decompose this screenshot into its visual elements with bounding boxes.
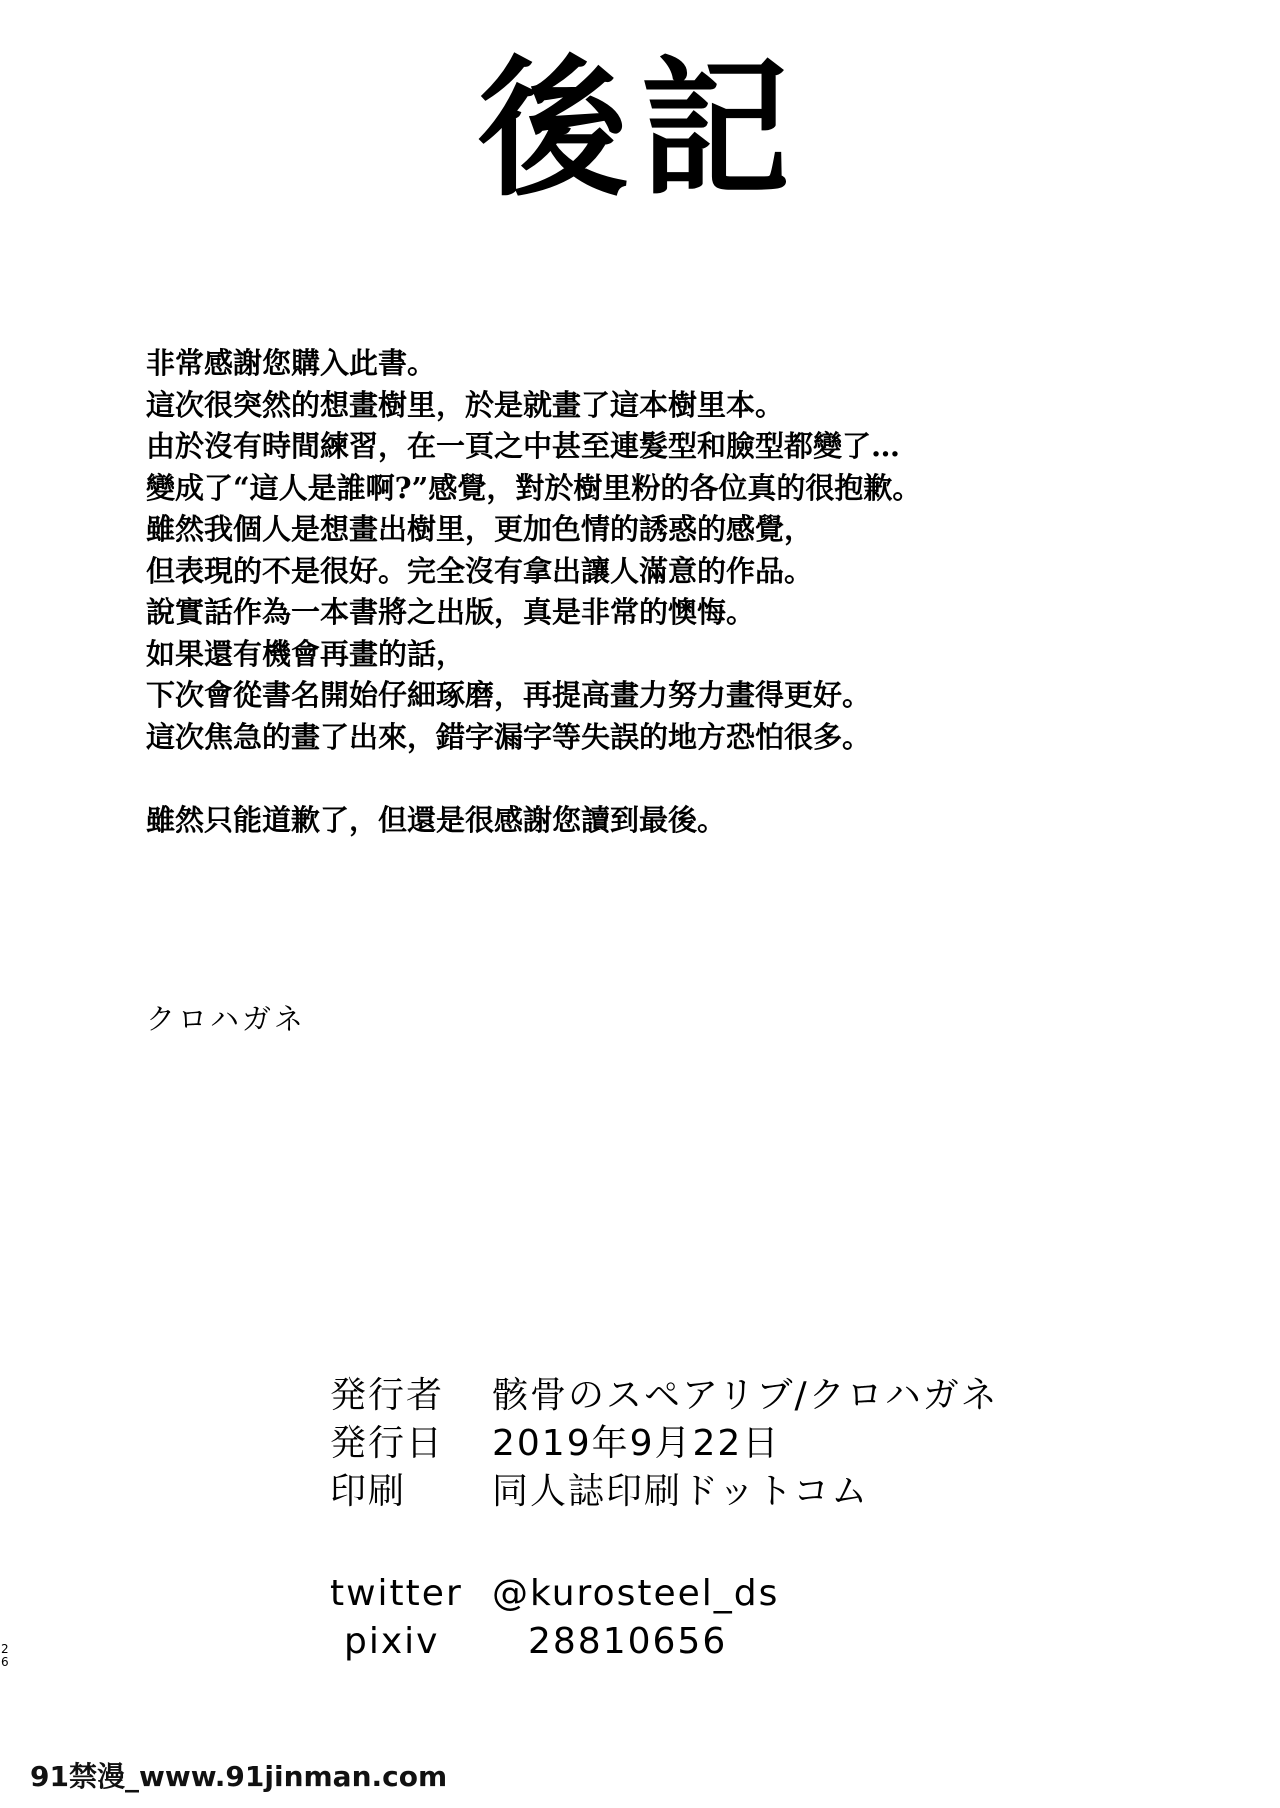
publisher-value: 骸骨のスペアリブ/クロハガネ [492,1375,999,1416]
publisher-label: 発行者 [330,1375,445,1416]
page-title: 後記 [477,43,802,217]
page-number: 26 [1,1642,9,1669]
body-line: 如果還有機會再畫的話， [146,636,466,671]
body-line: 說實話作為一本書將之出版，真是非常的懊悔。 [146,595,756,629]
author-signature: クロハガネ [146,1002,307,1036]
twitter-row [330,1570,779,1618]
date-value: 2019年9月22日 [492,1423,781,1464]
body-line: 但表現的不是很好。完全沒有拿出讓人滿意的作品。 [146,553,814,588]
afterword-body [146,343,1186,841]
pixiv-id: 28810656 [528,1621,728,1662]
twitter-label: twitter [330,1573,463,1614]
body-line: 雖然我個人是想畫出樹里，更加色情的誘惑的感覺， [146,512,814,546]
body-line: 變成了“這人是誰啊?”感覺，對於樹里粉的各位真的很抱歉。 [146,470,922,505]
paragraph-gap [146,758,1186,800]
twitter-handle: @kurosteel_ds [492,1573,780,1614]
pixiv-row [330,1618,779,1666]
printer-value: 同人誌印刷ドットコム [492,1471,870,1512]
body-line: 下次會從書名開始仔細琢磨，再提高畫力努力畫得更好。 [146,678,872,712]
body-line: 這次焦急的畫了出來，錯字漏字等失誤的地方恐怕很多。 [146,719,872,754]
printer-row [330,1468,999,1516]
body-line: 這次很突然的想畫樹里，於是就畫了這本樹里本。 [146,387,785,422]
pixiv-label: pixiv [344,1621,440,1662]
publisher-row [330,1372,999,1420]
printer-label: 印刷 [330,1471,407,1512]
date-row [330,1420,999,1468]
closing-line: 雖然只能道歉了，但還是很感謝您讀到最後。 [146,802,727,837]
body-line: 由於沒有時間練習，在一頁之中甚至連髮型和臉型都變了… [146,429,901,463]
social-links [330,1570,779,1666]
date-label: 発行日 [330,1423,445,1464]
body-line: 非常感謝您購入此書。 [146,346,437,380]
colophon [330,1372,999,1516]
site-watermark: 91禁漫_www.91jinman.com [30,1755,447,1795]
